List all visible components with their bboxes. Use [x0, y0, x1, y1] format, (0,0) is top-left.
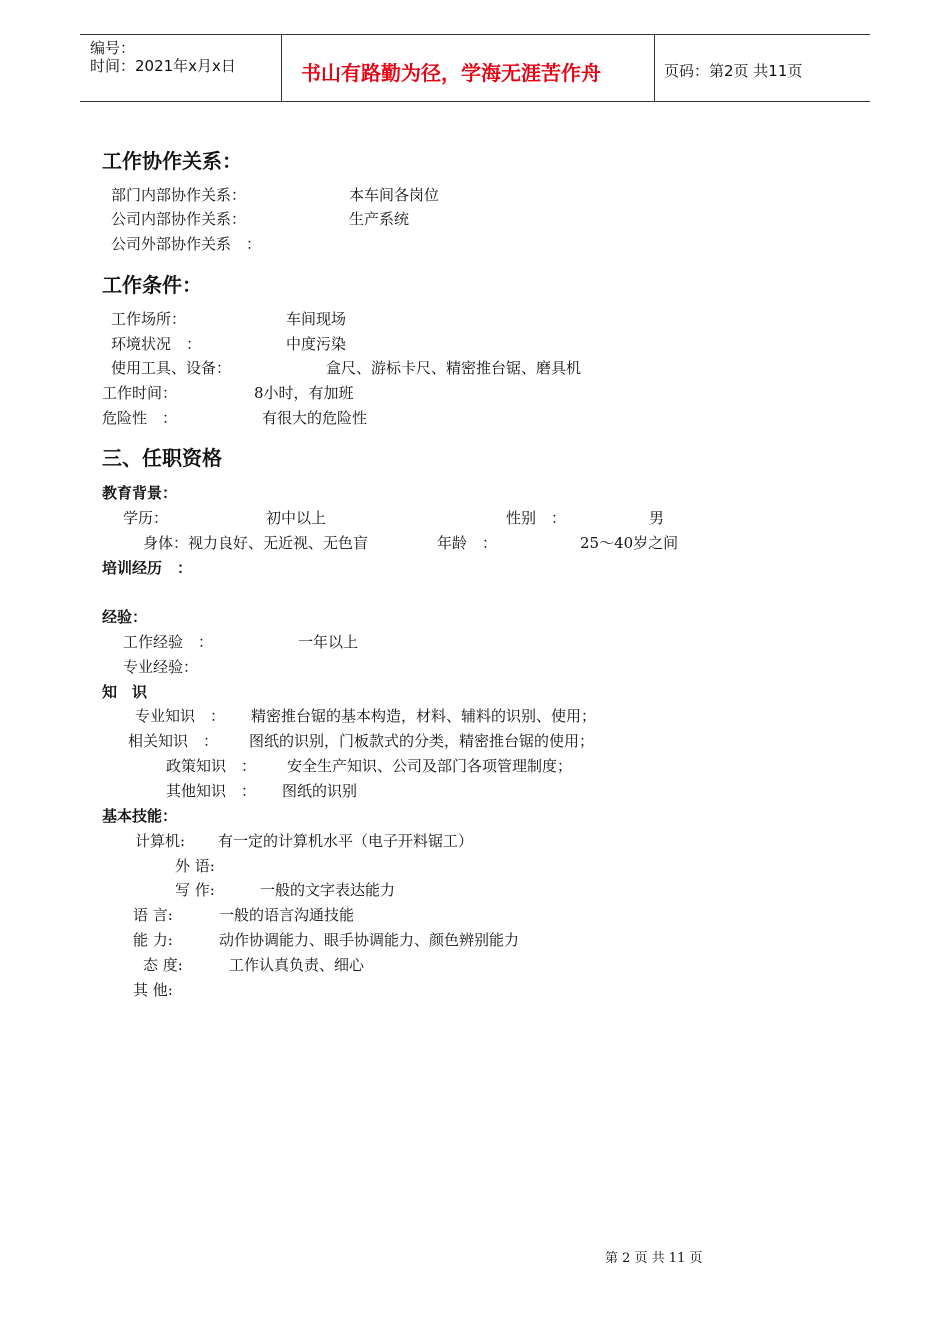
policy-knowledge-label: 政策知识 ： — [166, 757, 257, 775]
degree-value: 初中以上 — [266, 509, 327, 527]
environment-value: 中度污染 — [286, 335, 347, 353]
tools-label: 使用工具、设备： — [111, 359, 232, 377]
related-knowledge-label: 相关知识 ： — [128, 732, 219, 750]
degree-label: 学历： — [123, 509, 169, 527]
danger-value: 有很大的危险性 — [262, 409, 368, 427]
motto-text: 书山有路勤为径，学海无涯苦作舟 — [301, 61, 601, 85]
work-time-value: 8小时，有加班 — [254, 384, 354, 402]
professional-experience-label: 专业经验： — [123, 658, 199, 676]
training-title: 培训经历 ： — [102, 559, 193, 577]
internal-dept-value: 本车间各岗位 — [349, 186, 440, 204]
age-label: 年龄 ： — [437, 534, 498, 552]
place-label: 工作场所： — [111, 310, 187, 328]
tools-value: 盒尺、游标卡尺、精密推台锯、磨具机 — [326, 359, 582, 377]
knowledge-title: 知 识 — [102, 683, 148, 701]
work-time-label: 工作时间： — [102, 384, 178, 402]
language-skill-value: 一般的语言沟通技能 — [219, 906, 355, 924]
header-top-rule — [80, 34, 870, 35]
header-divider-left — [281, 34, 282, 102]
internal-dept-label: 部门内部协作关系： — [111, 186, 247, 204]
work-experience-label: 工作经验 ： — [123, 633, 214, 651]
education-title: 教育背景： — [102, 484, 178, 502]
danger-label: 危险性 ： — [102, 409, 178, 427]
computer-skill-value: 有一定的计算机水平（电子开料锯工） — [218, 832, 474, 850]
place-value: 车间现场 — [286, 310, 347, 328]
header-divider-right — [654, 34, 655, 102]
computer-skill-label: 计算机: — [135, 832, 186, 850]
date-label: 时间：2021年x月x日 — [90, 57, 236, 75]
other-skill-label: 其 他: — [133, 981, 173, 999]
qualification-title: 三、任职资格 — [102, 446, 222, 470]
professional-knowledge-value: 精密推台锯的基本构造，材料、辅料的识别、使用； — [251, 707, 597, 725]
language-skill-label: 语 言: — [133, 906, 173, 924]
header-bottom-rule — [80, 101, 870, 102]
ability-value: 动作协调能力、眼手协调能力、颜色辨别能力 — [219, 931, 520, 949]
attitude-label: 态 度: — [143, 956, 183, 974]
foreign-language-label: 外 语: — [175, 857, 215, 875]
internal-company-value: 生产系统 — [349, 210, 410, 228]
writing-skill-value: 一般的文字表达能力 — [260, 881, 396, 899]
body-requirement: 身体：视力良好、无近视、无色盲 — [143, 534, 369, 552]
gender-value: 男 — [649, 509, 665, 527]
skills-title: 基本技能： — [102, 807, 178, 825]
other-knowledge-label: 其他知识 ： — [166, 782, 257, 800]
collaboration-title: 工作协作关系： — [102, 149, 242, 173]
related-knowledge-value: 图纸的识别，门板款式的分类，精密推台锯的使用； — [249, 732, 595, 750]
other-knowledge-value: 图纸的识别 — [282, 782, 358, 800]
policy-knowledge-value: 安全生产知识、公司及部门各项管理制度； — [287, 757, 573, 775]
work-experience-value: 一年以上 — [298, 633, 359, 651]
footer-page-number: 第 2 页 共 11 页 — [605, 1251, 703, 1266]
ability-label: 能 力: — [133, 931, 173, 949]
conditions-title: 工作条件： — [102, 273, 202, 297]
age-value: 25～40岁之间 — [580, 534, 679, 552]
experience-title: 经验： — [102, 608, 148, 626]
environment-label: 环境状况 ： — [111, 335, 202, 353]
writing-skill-label: 写 作: — [175, 881, 215, 899]
external-label: 公司外部协作关系 ： — [111, 235, 262, 253]
page-number-label: 页码：第2页 共11页 — [664, 62, 803, 80]
attitude-value: 工作认真负责、细心 — [229, 956, 365, 974]
serial-number-label: 编号： — [90, 39, 136, 57]
gender-label: 性别 ： — [506, 509, 567, 527]
professional-knowledge-label: 专业知识 ： — [135, 707, 226, 725]
internal-company-label: 公司内部协作关系： — [111, 210, 247, 228]
